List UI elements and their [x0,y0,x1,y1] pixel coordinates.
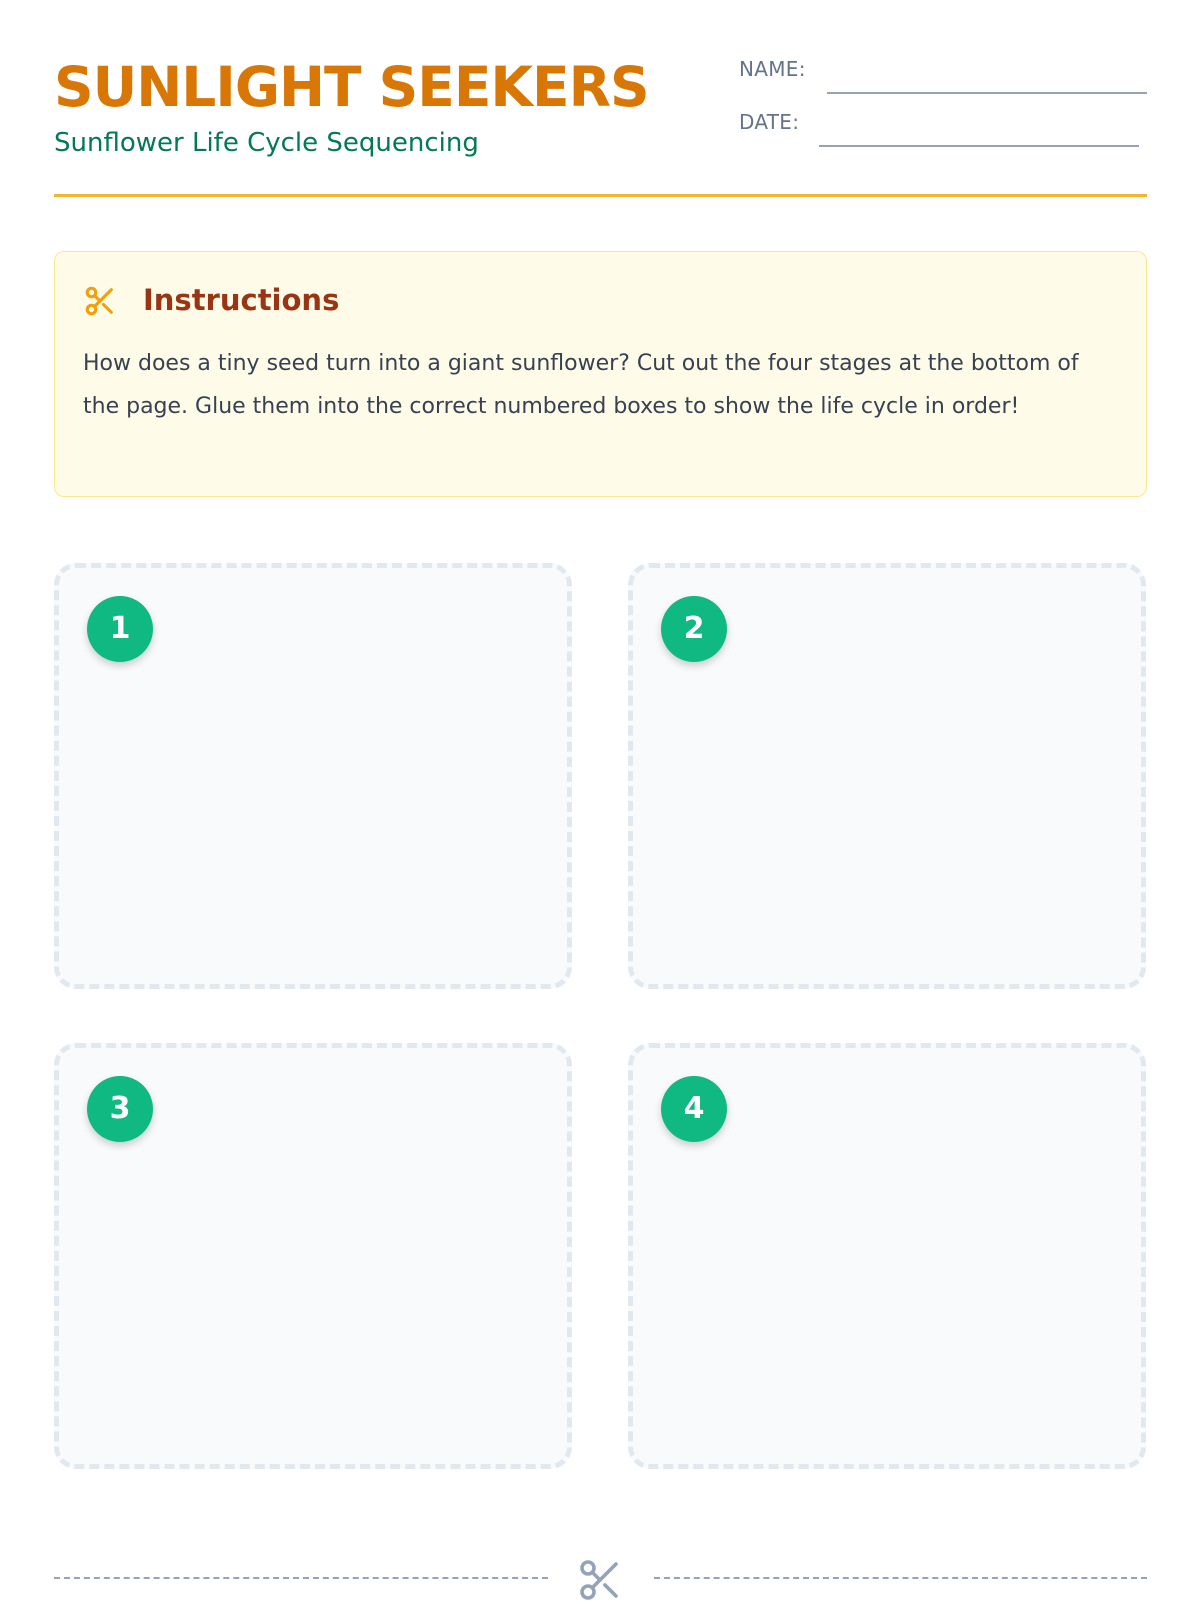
cut-line-right [654,1577,1147,1579]
step-badge-2: 2 [661,596,727,662]
cut-scissors-icon [576,1556,624,1604]
step-badge-3: 3 [87,1076,153,1142]
instructions-text: How does a tiny seed turn into a giant sunflower? Cut out the four stages at the bottom of the page. Glue them into the correct numbered boxes to show the life cycle in order! [83,351,1079,419]
instructions-panel [54,251,1147,497]
date-label: DATE: [739,110,800,134]
worksheet-header [54,0,1147,197]
page-title: SUNLIGHT SEEKERS [54,55,649,119]
name-field[interactable] [739,54,1147,94]
name-label: NAME: [739,57,806,81]
date-write-line[interactable] [819,145,1139,147]
sequence-box-1 [54,563,572,989]
page-subtitle: Sunflower Life Cycle Sequencing [54,128,479,158]
sequence-box-2 [628,563,1146,989]
sequence-box-3 [54,1043,572,1469]
name-write-line[interactable] [827,92,1147,94]
cut-line-left [54,1577,548,1579]
instructions-heading: Instructions [143,283,340,317]
sequence-box-4 [628,1043,1146,1469]
scissors-icon [83,284,117,318]
date-field[interactable] [739,107,1147,147]
step-badge-1: 1 [87,596,153,662]
step-badge-4: 4 [661,1076,727,1142]
